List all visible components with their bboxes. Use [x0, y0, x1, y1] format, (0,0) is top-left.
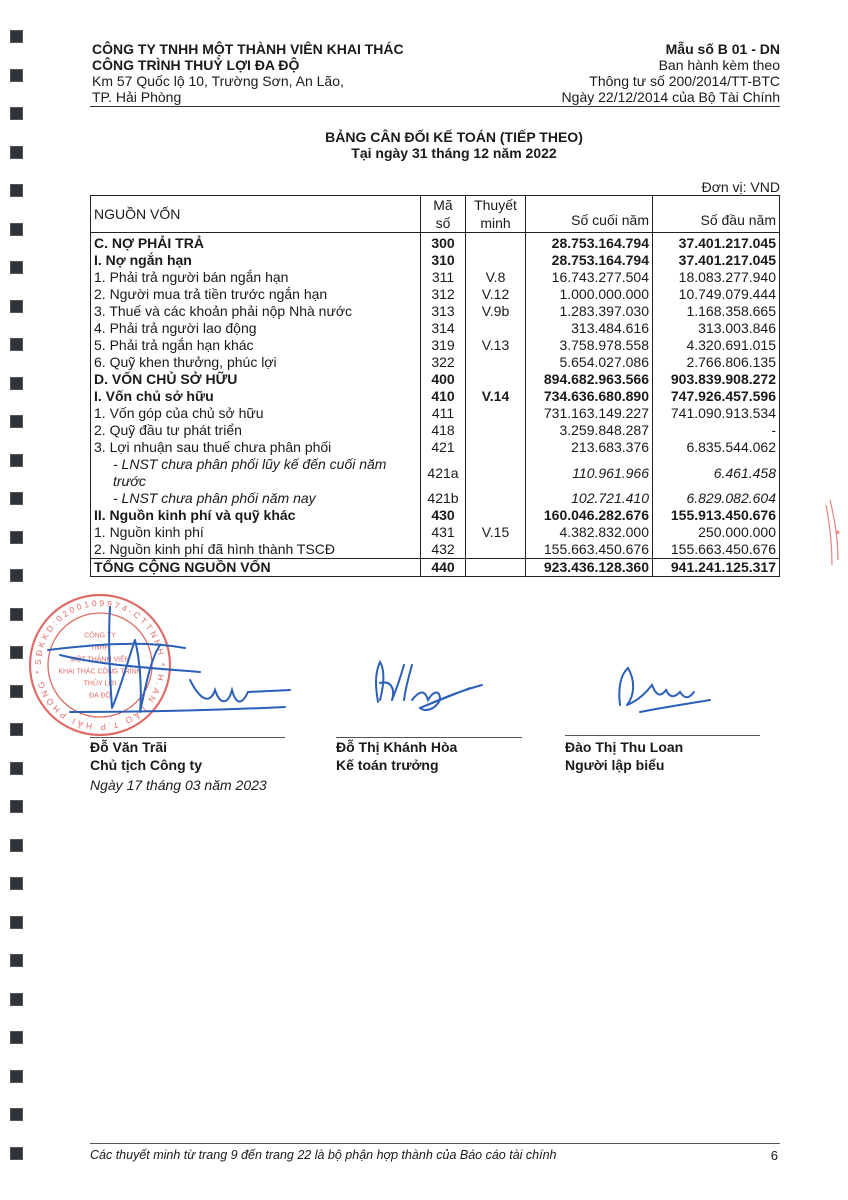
row-end-of-year: 734.636.680.890 — [526, 388, 653, 405]
row-code: 411 — [421, 405, 466, 422]
company-address-line2: TP. Hải Phòng — [92, 89, 182, 105]
row-note: V.15 — [466, 524, 526, 541]
footer-divider — [90, 1143, 780, 1144]
signature-preparer — [619, 668, 710, 712]
row-end-of-year: 213.683.376 — [526, 439, 653, 456]
row-end-of-year: 5.654.027.086 — [526, 354, 653, 371]
row-name: 3. Lợi nhuận sau thuế chưa phân phối — [91, 439, 421, 456]
stamp-outer-ring — [30, 595, 170, 735]
header-so-cuoi-nam: Số cuối năm — [526, 196, 653, 233]
signatory-name: Đỗ Văn Trãi — [90, 739, 168, 755]
row-code: 421 — [421, 439, 466, 456]
signatory-role: Kế toán trưởng — [336, 757, 439, 773]
row-end-of-year: 28.753.164.794 — [526, 252, 653, 269]
company-seal-stamp — [30, 595, 170, 735]
row-start-of-year: 6.829.082.604 — [653, 490, 780, 507]
row-start-of-year: 155.663.450.676 — [653, 541, 780, 559]
row-end-of-year: 313.484.616 — [526, 320, 653, 337]
row-start-of-year: 6.835.544.062 — [653, 439, 780, 456]
signatory-name: Đào Thị Thu Loan — [565, 739, 684, 755]
issued-line2: Thông tư số 200/2014/TT-BTC — [589, 73, 780, 89]
row-start-of-year: 10.749.079.444 — [653, 286, 780, 303]
row-code: 319 — [421, 337, 466, 354]
row-start-of-year: 941.241.125.317 — [653, 559, 780, 577]
header-ma-so-l2: số — [435, 215, 451, 231]
row-name: TỔNG CỘNG NGUỒN VỐN — [91, 559, 421, 577]
row-code: 440 — [421, 559, 466, 577]
row-code: 322 — [421, 354, 466, 371]
row-code: 410 — [421, 388, 466, 405]
row-start-of-year: 1.168.358.665 — [653, 303, 780, 320]
stamp-center-text — [58, 631, 141, 700]
row-note: V.9b — [466, 303, 526, 320]
row-start-of-year: 37.401.217.045 — [653, 233, 780, 253]
row-end-of-year: 894.682.963.566 — [526, 371, 653, 388]
row-end-of-year: 731.163.149.227 — [526, 405, 653, 422]
row-code: 400 — [421, 371, 466, 388]
row-end-of-year: 16.743.277.504 — [526, 269, 653, 286]
row-code: 313 — [421, 303, 466, 320]
row-name: I. Nợ ngắn hạn — [91, 252, 421, 269]
row-name: 5. Phải trả ngắn hạn khác — [91, 337, 421, 354]
header-thuyet-minh-l2: minh — [480, 215, 511, 231]
row-code: 421b — [421, 490, 466, 507]
row-name: 2. Người mua trả tiền trước ngắn hạn — [91, 286, 421, 303]
row-note: V.13 — [466, 337, 526, 354]
row-start-of-year: 155.913.450.676 — [653, 507, 780, 524]
stamp-center-line: KHAI THÁC CÔNG TRÌNH — [58, 668, 142, 676]
form-code: Mẫu số B 01 - DN — [665, 41, 780, 57]
row-end-of-year: 3.758.978.558 — [526, 337, 653, 354]
row-start-of-year: 18.083.277.940 — [653, 269, 780, 286]
stamp-ring-text: SĐKKD:0200109974-CTTNHH * H.AN LÃO T.P HẢI PHÒNG * — [32, 597, 168, 733]
row-code: 418 — [421, 422, 466, 439]
header-nguon-von: NGUỒN VỐN — [91, 196, 421, 233]
row-name: 2. Quỹ đầu tư phát triển — [91, 422, 421, 439]
stamp-center-line: MỘT THÀNH VIÊN — [70, 656, 130, 664]
row-start-of-year: 37.401.217.045 — [653, 252, 780, 269]
row-start-of-year: 903.839.908.272 — [653, 371, 780, 388]
row-name: 1. Phải trả người bán ngắn hạn — [91, 269, 421, 286]
row-code: 312 — [421, 286, 466, 303]
row-end-of-year: 923.436.128.360 — [526, 559, 653, 577]
company-name-line1: CÔNG TY TNHH MỘT THÀNH VIÊN KHAI THÁC — [92, 41, 404, 57]
row-code: 432 — [421, 541, 466, 559]
row-name: 1. Vốn góp của chủ sở hữu — [91, 405, 421, 422]
row-start-of-year: 250.000.000 — [653, 524, 780, 541]
issued-line3: Ngày 22/12/2014 của Bộ Tài Chính — [561, 89, 780, 105]
issued-line1: Ban hành kèm theo — [658, 57, 780, 73]
row-name: 4. Phải trả người lao động — [91, 320, 421, 337]
header-thuyet-minh-l1: Thuyết — [474, 197, 517, 213]
header-ma-so-l1: Mã — [433, 197, 453, 213]
row-name: - LNST chưa phân phối năm nay — [91, 490, 421, 507]
row-code: 430 — [421, 507, 466, 524]
row-name: - LNST chưa phân phối lũy kế đến cuối năm trước — [91, 456, 421, 490]
row-code: 300 — [421, 233, 466, 253]
page-number: 6 — [770, 1148, 778, 1163]
footer-note: Các thuyết minh từ trang 9 đến trang 22 là bộ phận hợp thành của Báo cáo tài chính — [90, 1148, 557, 1162]
row-name: 6. Quỹ khen thưởng, phúc lợi — [91, 354, 421, 371]
row-end-of-year: 160.046.282.676 — [526, 507, 653, 524]
company-name-line2: CÔNG TRÌNH THUỶ LỢI ĐA ĐỘ — [92, 57, 300, 73]
row-end-of-year: 1.000.000.000 — [526, 286, 653, 303]
row-note: V.14 — [466, 388, 526, 405]
signatory-name: Đỗ Thị Khánh Hòa — [336, 739, 458, 755]
row-name: 1. Nguồn kinh phí — [91, 524, 421, 541]
currency-unit: Đơn vị: VND — [701, 179, 780, 195]
signatory-role: Chủ tịch Công ty — [90, 757, 202, 773]
row-end-of-year: 110.961.966 — [526, 456, 653, 490]
signature-chief-accountant — [376, 662, 482, 710]
row-end-of-year: 102.721.410 — [526, 490, 653, 507]
row-start-of-year: 741.090.913.534 — [653, 405, 780, 422]
header-so-dau-nam: Số đầu năm — [653, 196, 780, 233]
row-code: 314 — [421, 320, 466, 337]
row-start-of-year: 313.003.846 — [653, 320, 780, 337]
row-note: V.8 — [466, 269, 526, 286]
row-name: I. Vốn chủ sở hữu — [91, 388, 421, 405]
row-code: 421a — [421, 456, 466, 490]
signatory-role: Người lập biểu — [565, 757, 665, 773]
row-name: C. NỢ PHẢI TRẢ — [91, 233, 421, 253]
row-end-of-year: 3.259.848.287 — [526, 422, 653, 439]
row-note: V.12 — [466, 286, 526, 303]
row-start-of-year: 747.926.457.596 — [653, 388, 780, 405]
row-code: 310 — [421, 252, 466, 269]
row-name: 3. Thuế và các khoản phải nộp Nhà nước — [91, 303, 421, 320]
stamp-center-line: ĐA ĐỘ — [89, 692, 111, 700]
row-name: II. Nguồn kinh phí và quỹ khác — [91, 507, 421, 524]
row-end-of-year: 155.663.450.676 — [526, 541, 653, 559]
stamp-center-line: CÔNG TY — [84, 632, 116, 640]
edge-stamp-star: ★ — [834, 528, 842, 537]
row-start-of-year: 4.320.691.015 — [653, 337, 780, 354]
row-code: 311 — [421, 269, 466, 286]
stamp-center-line: TNHH — [90, 644, 110, 652]
stamp-center-line: THỦY LỢI — [83, 680, 117, 688]
row-end-of-year: 4.382.832.000 — [526, 524, 653, 541]
report-title-main: BẢNG CÂN ĐỐI KẾ TOÁN (TIẾP THEO) — [325, 129, 583, 145]
stamp-inner-ring — [48, 613, 152, 717]
signing-date: Ngày 17 tháng 03 năm 2023 — [90, 777, 267, 793]
row-end-of-year: 1.283.397.030 — [526, 303, 653, 320]
company-address-line1: Km 57 Quốc lộ 10, Trường Sơn, An Lão, — [92, 73, 344, 89]
row-start-of-year: 6.461.458 — [653, 456, 780, 490]
edge-stamp-fragment — [826, 500, 841, 565]
row-end-of-year: 28.753.164.794 — [526, 233, 653, 253]
row-start-of-year: - — [653, 422, 780, 439]
row-start-of-year: 2.766.806.135 — [653, 354, 780, 371]
row-name: 2. Nguồn kinh phí đã hình thành TSCĐ — [91, 541, 421, 559]
row-code: 431 — [421, 524, 466, 541]
row-name: D. VỐN CHỦ SỞ HỮU — [91, 371, 421, 388]
report-title-date: Tại ngày 31 tháng 12 năm 2022 — [351, 145, 557, 161]
